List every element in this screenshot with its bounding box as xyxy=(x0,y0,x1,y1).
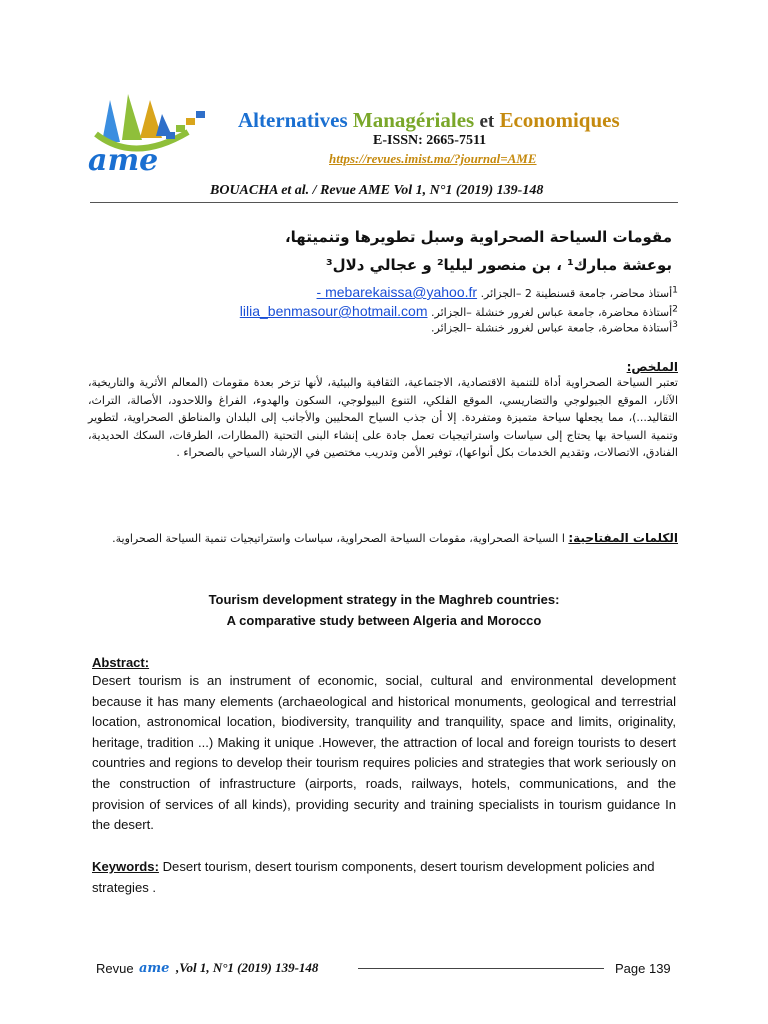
arabic-authors: بوعشة مبارك¹ ، بن منصور ليليا² و عجالي دلال³ xyxy=(326,256,672,274)
arabic-keywords: الكلمات المفتاحية: ا السياحة الصحراوية، مقومات السياحة الصحراوية، سياسات واستراتيجيات تنمية السياحة الصحراوية. xyxy=(112,531,678,545)
affiliation-2: $^2$أستاذة محاضرة، جامعة عباس لغرور خنشلة –الجزائر. lilia_benmasour@hotmail.com xyxy=(239,303,678,319)
affiliation-1: $^1$أستاذ محاضر، جامعة قسنطينة 2 –الجزائر. mebarekaissa@yahoo.fr - xyxy=(316,284,678,300)
english-title-line1: Tourism development strategy in the Maghreb countries: xyxy=(208,592,560,607)
running-head: BOUACHA et al. / Revue AME Vol 1, N°1 (2019) 139-148 xyxy=(210,183,544,198)
header-divider xyxy=(90,202,678,203)
english-abstract: Desert tourism is an instrument of economic, social, cultural and environmental development because it has many elements (archaeological and historical monuments, geological and terrestrial location, astronomical location, biodiversity, tranquility and tranquility, space and limits, originality, heritage, tradition ...) Making it unique .However, the attraction of local and foreign tourists to desert countries and regions to develop their tourism requires policies and strategies that work seriously on the construction of infrastructure (airports, roads, railways, hotels, communications, and the provision of services of all kinds), providing security and training specialists in tourism guidance In the desert. xyxy=(92,673,676,833)
arabic-title: مقومات السياحة الصحراوية وسبل تطويرها وتنميتها، xyxy=(284,228,672,246)
page-number: Page 139 xyxy=(615,961,671,976)
journal-title: Alternatives Managériales et Economiques xyxy=(238,108,620,132)
arabic-abstract-heading: الملخص: xyxy=(626,360,678,374)
footer-revue: Revue xyxy=(96,961,134,976)
affiliation-3: $^3$أستاذة محاضرة، جامعة عباس لغرور خنشلة –الجزائر. xyxy=(431,319,678,335)
english-title-line2: A comparative study between Algeria and Morocco xyxy=(226,613,542,628)
english-keywords: Keywords: Desert tourism, desert tourism components, desert tourism development policies and strategies . xyxy=(92,859,655,895)
footer-logo xyxy=(138,960,174,974)
journal-url-link[interactable]: https://revues.imist.ma/?journal=AME xyxy=(329,151,537,166)
english-abstract-heading: Abstract: xyxy=(92,655,150,670)
email-link[interactable]: mebarekaissa@yahoo.fr - xyxy=(316,284,478,300)
svg-text:ame: ame xyxy=(88,143,159,174)
email-link[interactable]: lilia_benmasour@hotmail.com xyxy=(239,303,428,319)
issn: E-ISSN: 2665-7511 xyxy=(373,133,487,148)
svg-text:ame: ame xyxy=(139,961,170,974)
journal-logo xyxy=(84,92,216,174)
footer-issue: ,Vol 1, N°1 (2019) 139-148 xyxy=(176,960,319,975)
arabic-abstract: تعتبر السياحة الصحراوية أداة للتنمية الاقتصادية، الاجتماعية، الثقافية والبيئية، لأنها تزخر بعدة مقومات (المعالم الأثرية والتاريخية، الآثار، الموقع الجيولوجي والتضاريسي، الموقع الفلكي، التنوع البيولوجي، السكون والهدوء، الفراغ واللاحدود، الأصالة، التراث، التقاليد...)، مما يجعلها سياحة متميزة ومتفردة. إلا أن جذب السياح المحليين والأجانب إلى البلدان والمناطق الصحراوية، لتطوير وتنمية السياحة بها يحتاج إلى سياسات واستراتيجيات تعمل جادة على إنشاء البنى التحتية (المطارات، الطرقات، السكك الحديدية، الفنادق، الاتصالات، وتقديم الخدمات بكل أنواعها)، توفير الأمن وتدريب مختصين في الإرشاد السياحي بالصحراء . xyxy=(88,376,678,459)
footer-divider xyxy=(358,968,604,969)
